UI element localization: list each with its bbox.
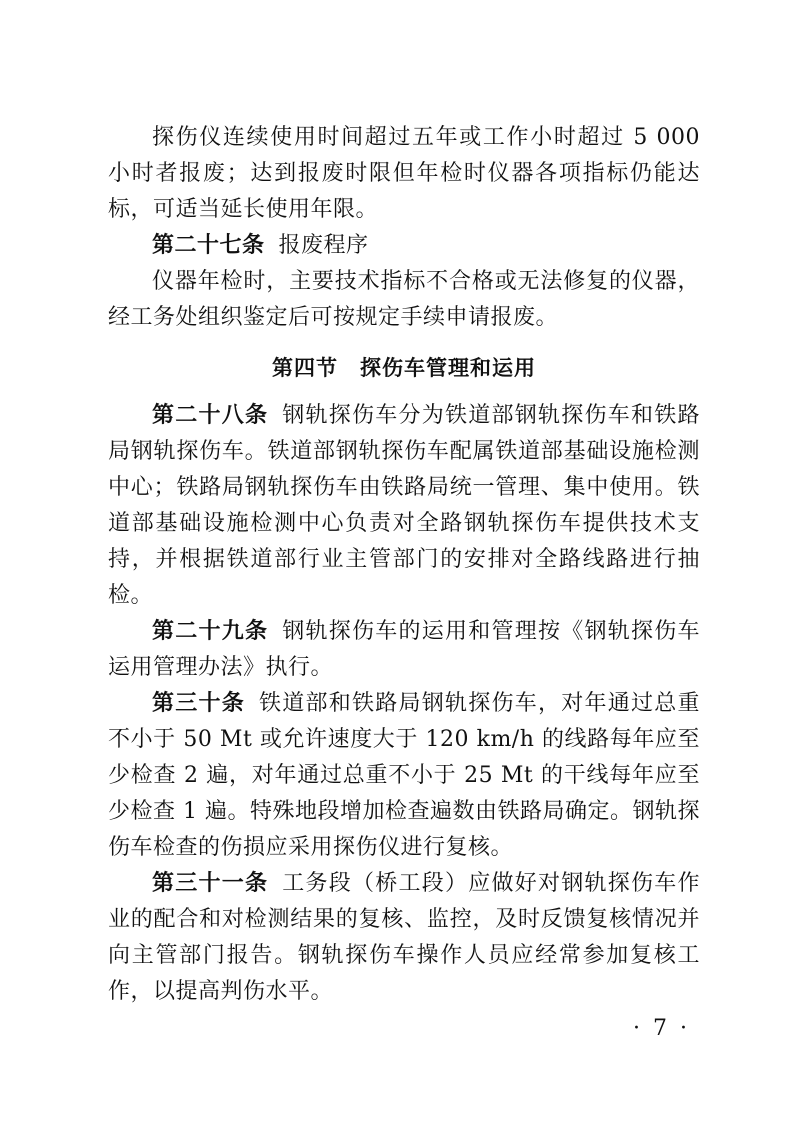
article-27: [108, 228, 700, 264]
article-body: 钢轨探伤车分为铁道部钢轨探伤车和铁路局钢轨探伤车。铁道部钢轨探伤车配属铁道部基础设施检测中心；铁路局钢轨探伤车由铁路局统一管理、集中使用。铁道部基础设施检测中心负责对全路钢轨探伤车提供技术支持，并根据铁道部行业主管部门的安排对全路线路进行抽检。: [108, 403, 700, 608]
article-31: [108, 866, 700, 1010]
article-number: 第三十一条: [152, 871, 269, 896]
paragraph-text: 仪器年检时，主要技术指标不合格或无法修复的仪器，经工务处组织鉴定后可按规定手续申请报废。: [108, 269, 700, 330]
article-heading: 报废程序: [278, 233, 369, 258]
section-title: 探伤车管理和运用: [360, 356, 536, 380]
article-28: [108, 398, 700, 614]
paragraph-scrap-criteria: [108, 120, 700, 228]
section-number: 第四节: [272, 356, 338, 380]
article-number: 第二十九条: [152, 619, 269, 644]
document-page: [108, 120, 700, 1010]
paragraph-text: 探伤仪连续使用时间超过五年或工作小时超过 5 000 小时者报废；达到报废时限但年检时仪器各项指标仍能达标，可适当延长使用年限。: [108, 125, 700, 222]
section-heading: [108, 350, 700, 386]
article-29: [108, 614, 700, 686]
article-number: 第二十八条: [152, 403, 269, 428]
article-body: 钢轨探伤车的运用和管理按《钢轨探伤车运用管理办法》执行。: [108, 619, 700, 680]
article-number: 第二十七条: [152, 233, 265, 258]
page-number: · 7 ·: [633, 1016, 690, 1041]
article-body: 工务段（桥工段）应做好对钢轨探伤车作业的配合和对检测结果的复核、监控，及时反馈复核情况并向主管部门报告。钢轨探伤车操作人员应经常参加复核工作，以提高判伤水平。: [108, 871, 700, 1004]
article-number: 第三十条: [152, 691, 245, 716]
article-30: [108, 686, 700, 866]
article-body: 铁道部和铁路局钢轨探伤车，对年通过总重不小于 50 Mt 或允许速度大于 120 km/h 的线路每年应至少检查 2 遍，对年通过总重不小于 25 Mt 的干线每年应至少检查 1 遍。特殊地段增加检查遍数由铁路局确定。钢轨探伤车检查的伤损应采用探伤仪进行复核。: [108, 691, 700, 860]
paragraph-scrap-procedure: [108, 264, 700, 336]
